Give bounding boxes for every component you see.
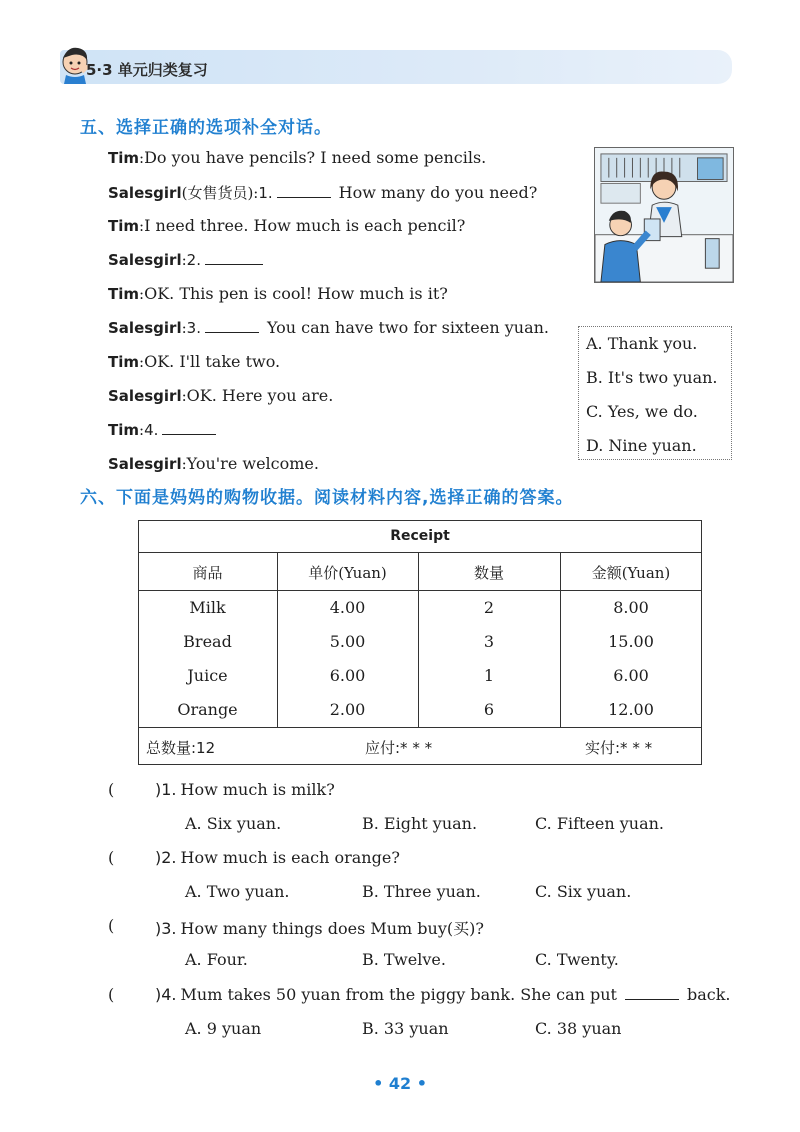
question-line [155,780,335,799]
table-cell: 8.00 [613,598,649,617]
table-cell: Bread [183,632,232,651]
table-cell: 15.00 [608,632,654,651]
blank-number: 2. [186,251,201,269]
table-divider [138,727,702,728]
page-number: • 42 • [373,1074,427,1093]
dialog-text: How many do you need? [338,183,538,202]
question-line [155,848,400,867]
section-5-title: 五、选择正确的选项补全对话。 [80,118,332,138]
receipt-title: Receipt [390,528,450,544]
table-divider [138,552,702,553]
question-line [155,985,731,1004]
answer-paren[interactable]: ( [108,985,115,1004]
question-number: )3. [155,919,177,938]
table-cell: 4.00 [329,598,366,617]
blank-number: 3. [186,319,201,337]
answer-option: B. Three yuan. [362,882,481,901]
speaker-name: Tim [108,149,140,167]
speaker-separator: (女售货员): [181,184,259,202]
answer-option: C. Fifteen yuan. [535,814,665,833]
table-divider [138,590,702,591]
answer-blank[interactable] [205,251,263,265]
option-a: A. Thank you. [586,334,698,353]
blank-number: 4. [144,421,159,439]
dialog-line [108,454,319,473]
column-header: 商品 [192,564,223,582]
speaker-separator: : [181,251,187,269]
answer-option: A. Six yuan. [185,814,282,833]
answer-blank[interactable] [162,421,216,435]
receipt-amount-paid: 实付:* * * [585,739,653,757]
question-number: )1. [155,780,177,799]
receipt-total-count: 总数量:12 [146,739,216,757]
dialog-line [108,352,280,371]
dialog-line [108,284,448,303]
blank-number: 1. [258,184,273,202]
shop-illustration [594,147,734,283]
table-cell: Milk [189,598,226,617]
speaker-separator: : [139,217,145,235]
dialog-text: I need three. How much is each pencil? [144,216,466,235]
answer-option: B. 33 yuan [362,1019,449,1038]
answer-option: B. Twelve. [362,950,446,969]
question-line [155,916,484,939]
table-cell: 6 [483,700,495,719]
option-b: B. It's two yuan. [586,368,718,387]
question-text: How much is milk? [180,780,335,799]
column-header: 数量 [473,564,504,582]
answer-paren[interactable]: ( [108,848,115,867]
table-cell: 2 [483,598,495,617]
answer-option: C. 38 yuan [535,1019,622,1038]
question-text: How many things does Mum buy(买)? [180,919,484,938]
dialog-text: Do you have pencils? I need some pencils. [144,148,487,167]
dialog-line [108,250,271,269]
option-c: C. Yes, we do. [586,402,698,421]
question-text: back. [686,985,731,1004]
table-cell: 3 [483,632,495,651]
answer-option: C. Six yuan. [535,882,632,901]
speaker-name: Tim [108,421,140,439]
question-text: How much is each orange? [180,848,400,867]
table-cell: 6.00 [613,666,649,685]
question-number: )4. [155,985,177,1004]
speaker-name: Tim [108,353,140,371]
answer-paren[interactable]: ( [108,916,115,935]
speaker-separator: : [139,353,145,371]
table-cell: 1 [483,666,495,685]
dialog-text: You can have two for sixteen yuan. [266,318,550,337]
dialog-text: You're welcome. [186,454,319,473]
table-cell: Juice [187,666,228,685]
option-d: D. Nine yuan. [586,436,697,455]
table-cell: 6.00 [329,666,366,685]
speaker-separator: : [181,455,187,473]
speaker-name: Salesgirl [108,455,182,473]
speaker-name: Tim [108,217,140,235]
dialog-line [108,216,465,235]
answer-blank[interactable] [625,986,679,1000]
header-title: 5·3 单元归类复习 [86,61,208,79]
table-cell: 5.00 [329,632,366,651]
column-header: 金额(Yuan) [591,564,671,582]
column-header: 单价(Yuan) [308,564,387,582]
speaker-separator: : [139,421,145,439]
speaker-separator: : [181,387,187,405]
section-6-title: 六、下面是妈妈的购物收据。阅读材料内容,选择正确的答案。 [80,488,574,508]
question-number: )2. [155,848,177,867]
table-cell: 2.00 [329,700,366,719]
receipt-amount-due: 应付:* * * [365,739,433,757]
dialog-text: OK. Here you are. [186,386,334,405]
answer-blank[interactable] [277,184,331,198]
table-cell: 12.00 [608,700,654,719]
question-text: Mum takes 50 yuan from the piggy bank. She can put [180,985,617,1004]
dialog-line [108,318,549,337]
answer-option: A. Two yuan. [185,882,290,901]
speaker-name: Salesgirl [108,251,182,269]
dialog-text: OK. This pen is cool! How much is it? [144,284,448,303]
speaker-separator: : [139,149,145,167]
dialog-text: OK. I'll take two. [144,352,281,371]
speaker-separator: : [181,319,187,337]
speaker-name: Salesgirl [108,387,182,405]
answer-option: C. Twenty. [535,950,619,969]
answer-blank[interactable] [205,319,259,333]
speaker-name: Salesgirl [108,184,182,202]
dialog-line [108,182,537,203]
speaker-name: Tim [108,285,140,303]
answer-option: B. Eight yuan. [362,814,478,833]
speaker-name: Salesgirl [108,319,182,337]
dialog-line [108,386,333,405]
answer-option: A. Four. [185,950,248,969]
speaker-separator: : [139,285,145,303]
table-cell: Orange [177,700,238,719]
answer-option: A. 9 yuan [185,1019,262,1038]
dialog-line [108,148,486,167]
answer-paren[interactable]: ( [108,780,115,799]
dialog-line [108,420,224,439]
